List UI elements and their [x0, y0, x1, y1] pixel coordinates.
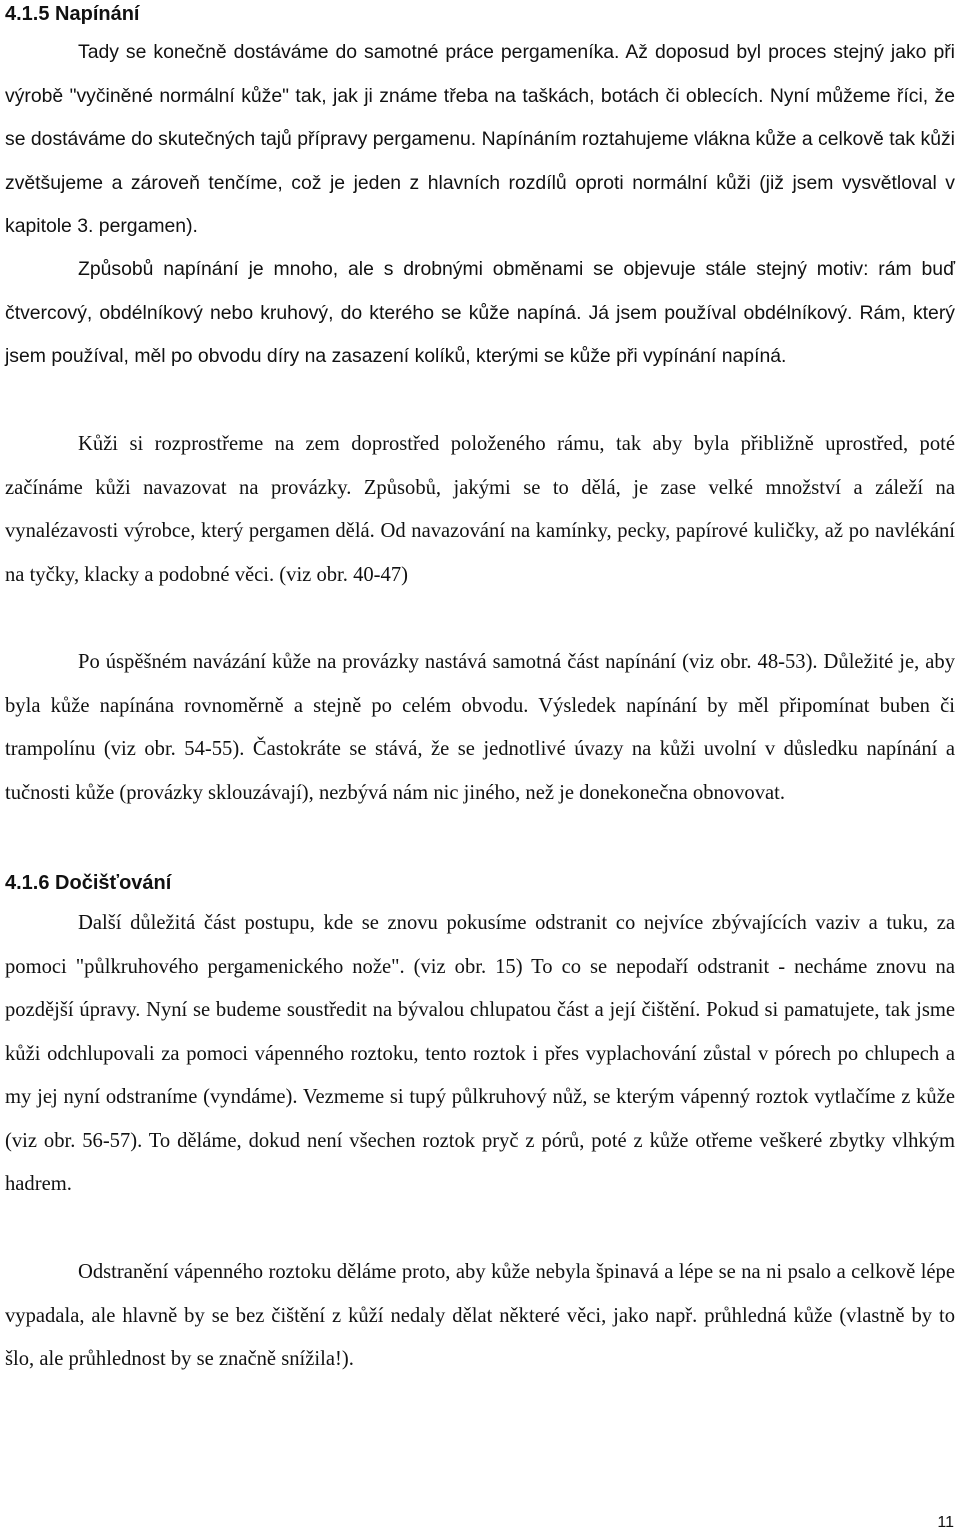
paragraph-cleaning: Další důležitá část postupu, kde se znovu pokusíme odstranit co nejvíce zbývajících vaziv a tuku, za pomoci "půlkruhového pergamenického nože". (viz obr. 15) To co se nepodaří odstranit - necháme znovu na pozdější úpravy. Nyní se budeme soustředit na bývalou chlupatou část a její čištění. Pokud si pamatujete, tak jsme kůži odchlupovali za pomoci vápenného roztoku, tento roztok i přes vyplachování zůstal v pórech po chlupech a my jej nyní odstraníme (vyndáme). Vezmeme si tupý půlkruhový nůž, se kterým vápenný roztok vytlačíme z kůže (viz obr. 56-57). To děláme, dokud není všechen roztok pryč z pórů, poté z kůže otřeme veškeré zbytky vlhkým hadrem.	[5, 912, 955, 1195]
section-heading-docistovani: 4.1.6 Dočišťování	[5, 872, 172, 894]
page-number: 11	[937, 1514, 954, 1531]
paragraph-stretching-result: Po úspěšném navázání kůže na provázky nastává samotná část napínání (viz obr. 48-53). Důležité je, aby byla kůže napínána rovnoměrně a stejně po celém obvodu. Výsledek napínání by měl připomínat buben či trampolínu (viz obr. 54-55). Častokráte se stává, že se jednotlivé úvazy na kůži uvolní v důsledku napínání a tučnosti kůže (provázky sklouzávají), nezbývá nám nic jiného, než je donekonečna obnovovat.	[5, 651, 955, 804]
paragraph-tying-skin: Kůži si rozprostřeme na zem doprostřed položeného rámu, tak aby byla přibližně uprostřed, poté začínáme kůži navazovat na provázky. Způsobů, jakými se to dělá, je zase velké množství a záleží na vynalézavosti výrobce, který pergamen dělá. Od navazování na kamínky, pecky, papírové kuličky, až po navlékání na tyčky, klacky a podobné věci. (viz obr. 40-47)	[5, 433, 955, 586]
paragraph-ways-of-stretching: Způsobů napínání je mnoho, ale s drobnými obměnami se objevuje stále stejný motiv: rám buď čtvercový, obdélníkový nebo kruhový, do kterého se kůže napíná. Já jsem používal obdélníkový. Rám, který jsem používal, měl po obvodu díry na zasazení kolíků, kterými se kůže při vypínání napíná.	[5, 258, 955, 367]
section-heading-napinani: 4.1.5 Napínání	[5, 3, 140, 25]
paragraph-intro: Tady se konečně dostáváme do samotné práce pergameníka. Až doposud byl proces stejný jako při výrobě "vyčiněné normální kůže" tak, jak ji známe třeba na taškách, botách či oblecích. Nyní můžeme říci, že se dostáváme do skutečných tajů přípravy pergamenu. Napínáním roztahujeme vlákna kůže a celkově tak kůži zvětšujeme a zároveň tenčíme, což je jeden z hlavních rozdílů oproti normální kůži (již jsem vysvětloval v kapitole 3. pergamen).	[5, 41, 955, 237]
paragraph-lime-removal: Odstranění vápenného roztoku děláme proto, aby kůže nebyla špinavá a lépe se na ni psalo a celkově lépe vypadala, ale hlavně by se bez čištění z kůží nedaly dělat některé věci, jako např. průhledná kůže (vlastně by to šlo, ale průhlednost by se značně snížila!).	[5, 1261, 955, 1370]
